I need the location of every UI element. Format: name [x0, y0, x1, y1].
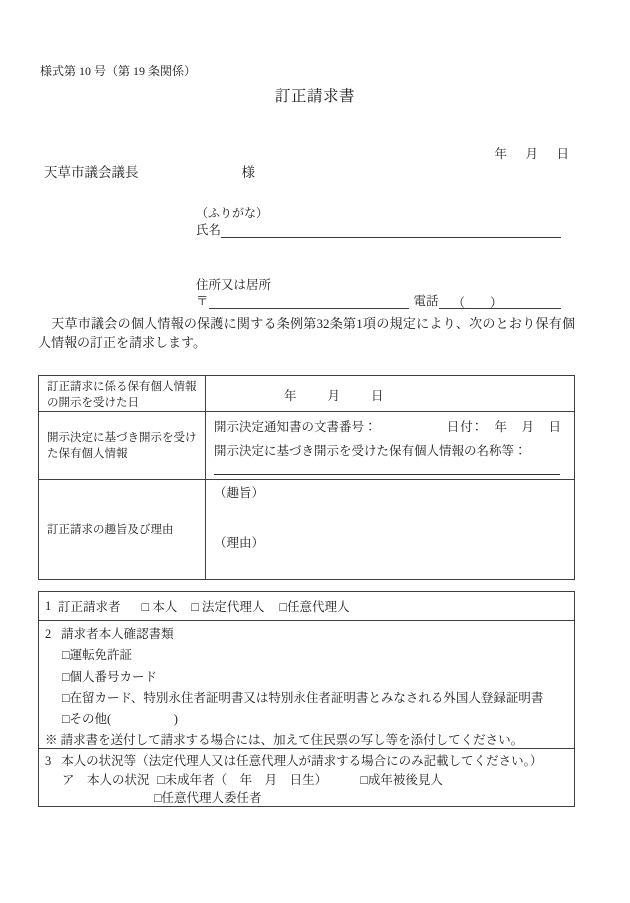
principal-status-heading: [45, 752, 568, 771]
info-name-label: 開示決定に基づき開示を受けた保有個人情報の名称等：: [214, 444, 527, 458]
checkbox-minor[interactable]: □未成年者（ 年 月 日生）: [157, 772, 328, 787]
table-row-disclosed-info: [39, 411, 574, 479]
addressee-line: [44, 161, 255, 181]
doc-date-label: 日付： 年 月 日: [446, 420, 562, 434]
date-placeholder: 年 月 日: [494, 147, 572, 161]
addressee-honorific: 様: [241, 165, 255, 180]
disclosed-info-field: [206, 412, 574, 479]
row-number: 1: [45, 598, 52, 613]
principal-status-options-line1: [45, 771, 568, 790]
disclosure-info-table: [38, 375, 575, 580]
table-row-identity-documents: [39, 620, 574, 748]
info-name-input-blank[interactable]: [214, 474, 560, 475]
row-label: 訂正請求の趣旨及び理由: [39, 480, 206, 579]
doc-number-line: [214, 417, 562, 437]
row-number: 2: [45, 627, 52, 641]
table-row-principal-status: [39, 748, 574, 806]
row-label: 訂正請求者: [58, 600, 121, 614]
name-input-blank[interactable]: [221, 222, 561, 238]
phone-label: 電話: [413, 294, 439, 308]
identity-docs-heading: [45, 624, 568, 645]
doc-number-label: 開示決定通知書の文書番号：: [214, 420, 377, 434]
checkbox-voluntary-agent-delegator[interactable]: □任意代理人委任者: [154, 791, 262, 805]
row-label: 訂正請求に係る保有個人情報の開示を受けた日: [39, 376, 206, 414]
row-label: 請求者本人確認書類: [61, 627, 174, 641]
row-label: 開示決定に基づき開示を受けた保有個人情報: [39, 412, 206, 479]
furigana-label: （ふりがな）: [196, 206, 269, 220]
requester-table: [38, 591, 575, 807]
table-row-requester-type: [39, 592, 574, 620]
table-row-purport-reason: [39, 479, 574, 579]
reason-label: （理由）: [214, 536, 265, 550]
checkbox-voluntary-agent[interactable]: □任意代理人: [279, 600, 350, 614]
purport-label: （趣旨）: [214, 486, 265, 500]
mailing-note: ※ 請求書を送付して請求する場合には、加えて住民票の写し等を添付してください。: [45, 733, 524, 748]
checkbox-my-number-card[interactable]: □個人番号カード: [62, 669, 158, 684]
page-title: 訂正請求書: [274, 88, 355, 105]
address-input-blank[interactable]: [209, 293, 409, 309]
checkbox-other[interactable]: □その他( ): [62, 712, 178, 727]
row-number: 3: [45, 754, 52, 768]
name-label: 氏名: [196, 223, 222, 237]
checkbox-drivers-license[interactable]: □運転免許証: [62, 648, 133, 663]
postal-mark: 〒: [196, 294, 209, 308]
phone-input-blank[interactable]: （ ）: [439, 293, 561, 309]
row-label: 本人の状況等（法定代理人又は任意代理人が請求する場合にのみ記載してください。）: [61, 754, 543, 768]
checkbox-adult-ward[interactable]: □成年被後見人: [360, 772, 443, 787]
form-number: 様式第 10 号（第 19 条関係）: [40, 64, 197, 78]
sub-item-label: ア 本人の状況: [62, 772, 150, 787]
checkbox-residence-card[interactable]: □在留カード、特別永住者証明書又は特別永住者証明書とみなされる外国人登録証明書: [62, 690, 544, 705]
name-line: [196, 220, 561, 238]
checkbox-self[interactable]: □ 本人: [141, 600, 178, 614]
table-row-disclosure-date: [39, 376, 574, 411]
address-label: 住所又は居所: [196, 278, 272, 292]
purport-reason-field[interactable]: [206, 480, 574, 579]
address-line: [196, 291, 561, 309]
checkbox-legal-agent[interactable]: □ 法定代理人: [191, 600, 265, 614]
request-statement: 天草市議会の個人情報の保護に関する条例第32条第1項の規定により、次のとおり保有個人情報の訂正を請求します。: [38, 316, 575, 350]
principal-status-options-line2: [45, 789, 568, 808]
disclosure-date-field[interactable]: 年 月 日: [284, 389, 386, 403]
addressee-name: 天草市議会議長: [44, 165, 139, 180]
